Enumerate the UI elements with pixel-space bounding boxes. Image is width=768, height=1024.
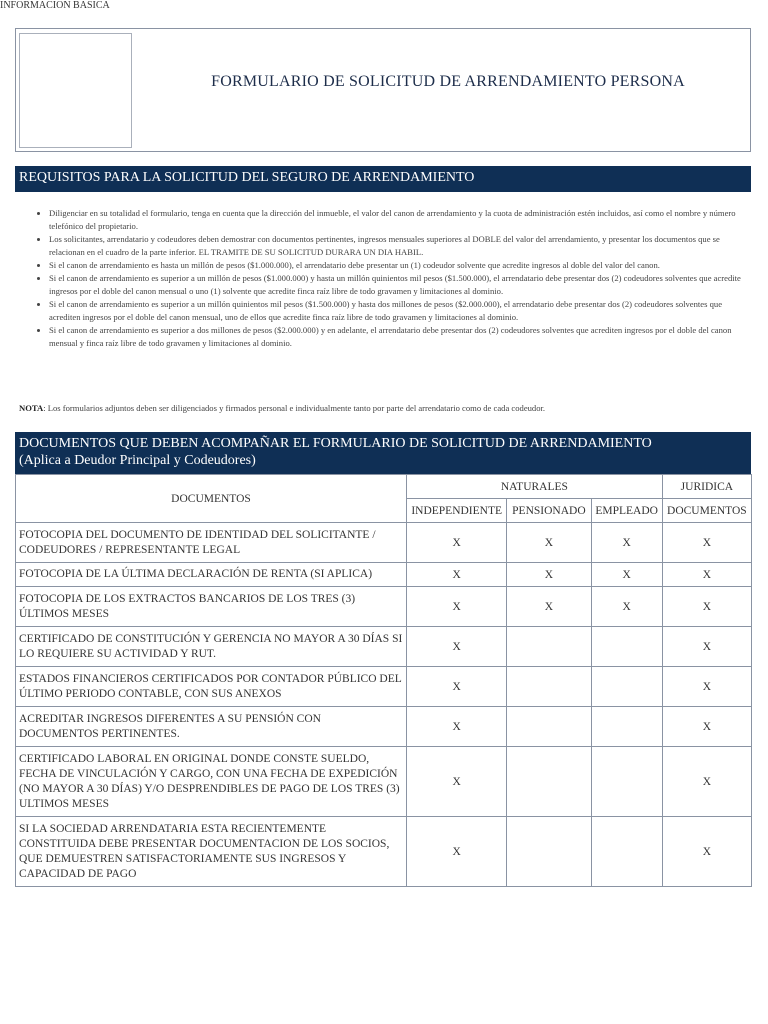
requirement-item: • Si el canon de arrendamiento es superior a un millón quinientos mil pesos ($1.500.000) y hasta dos millones de pesos ($2.000.000), el arrendatario debe presentar dos (2) codeudores solventes que acrediten ingresos por el doble del canon mensual, uno de ellos que acredite finca raíz libre de todo gravamen y limitaciones al dominio. [49, 298, 751, 324]
documents-heading-subtitle: (Aplica a Deudor Principal y Codeudores) [19, 453, 256, 468]
form-header [15, 28, 751, 152]
document-name: ACREDITAR INGRESOS DIFERENTES A SU PENSIÓN CON DOCUMENTOS PERTINENTES. [16, 707, 407, 747]
mark-independiente: X [407, 523, 507, 563]
mark-pensionado [507, 627, 591, 667]
header-independiente: INDEPENDIENTE [407, 499, 507, 523]
nota [19, 403, 749, 413]
table-row [16, 523, 752, 563]
documents-table [15, 474, 752, 887]
mark-empleado: X [591, 563, 662, 587]
mark-empleado [591, 627, 662, 667]
mark-juridica: X [662, 563, 751, 587]
header-documentos: DOCUMENTOS [16, 475, 407, 523]
requirement-item: • Si el canon de arrendamiento es superior a un millón de pesos ($1.000.000) y hasta un millón quinientos mil pesos ($1.500.000), el arrendatario debe presentar dos (2) codeudores solventes que acredite ingresos por el doble del canon mensual o uno (1) solvente que acredite finca raíz libre de todo gravamen y limitaciones al dominio. [49, 272, 751, 298]
mark-juridica: X [662, 817, 751, 887]
mark-pensionado: X [507, 563, 591, 587]
mark-pensionado [507, 747, 591, 817]
requirement-item: • Si el canon de arrendamiento es superior a dos millones de pesos ($2.000.000) y en adelante, el arrendatario debe presentar dos (2) codeudores solventes que acrediten ingresos por el doble del canon mensual y finca raíz libre de todo gravamen y limitaciones al dominio. [49, 324, 751, 350]
document-name: ESTADOS FINANCIEROS CERTIFICADOS POR CONTADOR PÚBLICO DEL ÚLTIMO PERIODO CONTABLE, CON SUS ANEXOS [16, 667, 407, 707]
mark-juridica: X [662, 747, 751, 817]
top-label: INFORMACION BASICA [0, 0, 110, 11]
mark-pensionado: X [507, 587, 591, 627]
mark-independiente: X [407, 587, 507, 627]
logo-placeholder [19, 33, 132, 148]
header-documentos-juridica: DOCUMENTOS [662, 499, 751, 523]
mark-independiente: X [407, 667, 507, 707]
header-empleado: EMPLEADO [591, 499, 662, 523]
header-pensionado: PENSIONADO [507, 499, 591, 523]
document-name: CERTIFICADO LABORAL EN ORIGINAL DONDE CONSTE SUELDO, FECHA DE VINCULACIÓN Y CARGO, CON UNA FECHA DE EXPEDICIÓN (NO MAYOR A 30 DÍAS) Y/O DESPRENDIBLES DE PAGO DE LOS TRES (3) ULTIMOS MESES [16, 747, 407, 817]
requirements-heading: REQUISITOS PARA LA SOLICITUD DEL SEGURO DE ARRENDAMIENTO [15, 166, 751, 192]
requirement-item: • Los solicitantes, arrendatario y codeudores deben demostrar con documentos pertinentes, ingresos mensuales superiores al DOBLE del valor del arrendamiento, y presentar los documentos que se relacionan en el cuadro de la parte inferior. EL TRAMITE DE SU SOLICITUD DURARA UN DIA HABIL. [49, 233, 751, 259]
mark-juridica: X [662, 627, 751, 667]
mark-independiente: X [407, 707, 507, 747]
nota-text: : Los formularios adjuntos deben ser diligenciados y firmados personal e individualmente tanto por parte del arrendatario como de cada codeudor. [43, 403, 546, 413]
requirement-item: • Si el canon de arrendamiento es hasta un millón de pesos ($1.000.000), el arrendatario debe presentar un (1) codeudor solvente que acredite ingresos al doble del valor del canon. [49, 259, 751, 272]
mark-pensionado [507, 817, 591, 887]
mark-empleado: X [591, 587, 662, 627]
mark-pensionado: X [507, 523, 591, 563]
requirements-list [15, 207, 751, 350]
table-row [16, 627, 752, 667]
table-row [16, 667, 752, 707]
mark-juridica: X [662, 667, 751, 707]
mark-empleado [591, 817, 662, 887]
mark-independiente: X [407, 747, 507, 817]
table-row [16, 747, 752, 817]
table-row [16, 707, 752, 747]
documents-heading [15, 432, 751, 475]
mark-empleado [591, 747, 662, 817]
mark-empleado: X [591, 523, 662, 563]
form-title: FORMULARIO DE SOLICITUD DE ARRENDAMIENTO PERSONA [211, 73, 685, 90]
mark-empleado [591, 707, 662, 747]
mark-independiente: X [407, 817, 507, 887]
mark-juridica: X [662, 707, 751, 747]
document-name: FOTOCOPIA DE LOS EXTRACTOS BANCARIOS DE LOS TRES (3) ÚLTIMOS MESES [16, 587, 407, 627]
table-row [16, 563, 752, 587]
documents-heading-title: DOCUMENTOS QUE DEBEN ACOMPAÑAR EL FORMULARIO DE SOLICITUD DE ARRENDAMIENTO [19, 436, 652, 451]
mark-independiente: X [407, 627, 507, 667]
mark-juridica: X [662, 587, 751, 627]
mark-empleado [591, 667, 662, 707]
mark-pensionado [507, 707, 591, 747]
document-name: SI LA SOCIEDAD ARRENDATARIA ESTA RECIENTEMENTE CONSTITUIDA DEBE PRESENTAR DOCUMENTACION DE LOS SOCIOS, QUE DEMUESTREN SATISFACTORIAMENTE SUS INGRESOS Y CAPACIDAD DE PAGO [16, 817, 407, 887]
document-name: FOTOCOPIA DE LA ÚLTIMA DECLARACIÓN DE RENTA (SI APLICA) [16, 563, 407, 587]
mark-independiente: X [407, 563, 507, 587]
table-row [16, 817, 752, 887]
document-name: CERTIFICADO DE CONSTITUCIÓN Y GERENCIA NO MAYOR A 30 DÍAS SI LO REQUIERE SU ACTIVIDAD Y RUT. [16, 627, 407, 667]
table-row [16, 587, 752, 627]
header-naturales: NATURALES [407, 475, 663, 499]
header-juridica: JURIDICA [662, 475, 751, 499]
mark-pensionado [507, 667, 591, 707]
requirement-item: • Diligenciar en su totalidad el formulario, tenga en cuenta que la dirección del inmueble, el valor del canon de arrendamiento y la cuota de administración estén incluidos, así como el nombre y número telefónico del propietario. [49, 207, 751, 233]
nota-label: NOTA [19, 403, 44, 413]
document-name: FOTOCOPIA DEL DOCUMENTO DE IDENTIDAD DEL SOLICITANTE / CODEUDORES / REPRESENTANTE LEGAL [16, 523, 407, 563]
mark-juridica: X [662, 523, 751, 563]
